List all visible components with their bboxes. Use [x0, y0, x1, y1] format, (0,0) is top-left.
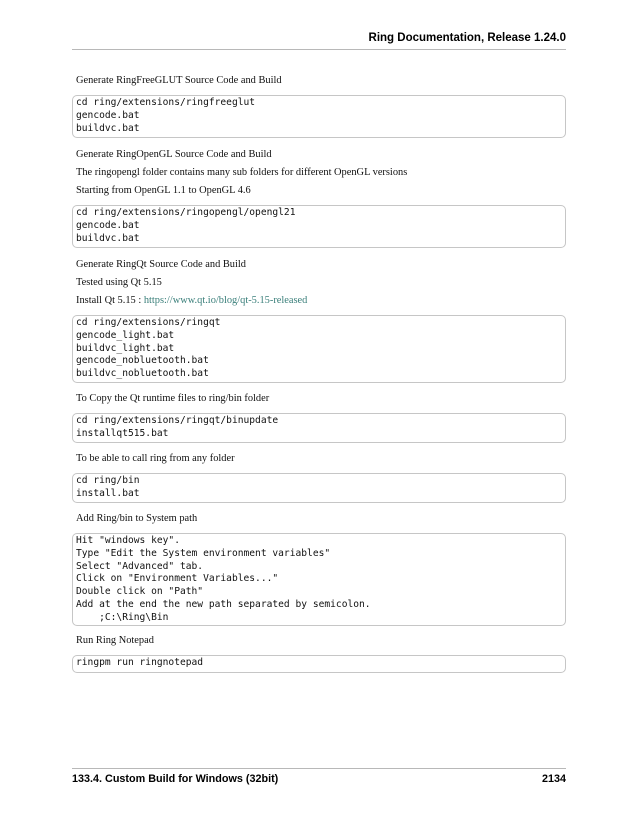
paragraph-opengl-versions: Starting from OpenGL 1.1 to OpenGL 4.6: [76, 185, 251, 196]
code-line: Double click on "Path": [76, 586, 204, 598]
paragraph-qt-runtime: To Copy the Qt runtime files to ring/bin folder: [76, 393, 270, 404]
install-qt-label: Install Qt 5.15 :: [76, 295, 144, 306]
running-header: Ring Documentation, Release 1.24.0: [368, 32, 566, 44]
paragraph-system-path: Add Ring/bin to System path: [76, 513, 198, 524]
paragraph-opengl-heading: Generate RingOpenGL Source Code and Build: [76, 149, 272, 160]
footer-section-title: 133.4. Custom Build for Windows (32bit): [72, 773, 279, 785]
paragraph-qt-tested: Tested using Qt 5.15: [76, 277, 162, 288]
code-line: cd ring/bin: [76, 475, 140, 486]
page-number: 2134: [541, 773, 566, 785]
code-line: Select "Advanced" tab.: [76, 560, 204, 572]
code-line: gencode_light.bat: [76, 329, 175, 341]
code-line: install.bat: [76, 487, 140, 499]
code-line: Add at the end the new path separated by semicolon.: [76, 598, 371, 610]
code-block-ringqt: [72, 315, 566, 383]
paragraph-ringqt-heading: Generate RingQt Source Code and Build: [76, 259, 246, 270]
code-block-install: [72, 473, 566, 503]
code-block-path-steps: [72, 533, 566, 626]
code-block-notepad: [72, 655, 566, 673]
code-line: buildvc_light.bat: [76, 342, 175, 354]
code-line: Hit "windows key".: [76, 535, 180, 546]
paragraph-run-notepad: Run Ring Notepad: [76, 635, 154, 646]
code-line: buildvc.bat: [76, 122, 140, 134]
paragraph-qt-install: [76, 295, 307, 306]
code-line: cd ring/extensions/ringqt/binupdate: [76, 415, 279, 426]
code-line: cd ring/extensions/ringqt: [76, 317, 221, 328]
code-line: gencode.bat: [76, 109, 140, 121]
header-divider: [72, 49, 566, 50]
code-line: buildvc.bat: [76, 232, 140, 244]
code-line: cd ring/extensions/ringfreeglut: [76, 97, 256, 108]
code-block-opengl: [72, 205, 566, 248]
paragraph-call-ring: To be able to call ring from any folder: [76, 453, 235, 464]
code-line: Type "Edit the System environment variables": [76, 547, 331, 559]
code-line: gencode_nobluetooth.bat: [76, 355, 209, 367]
code-line: installqt515.bat: [76, 427, 169, 439]
code-block-binupdate: [72, 413, 566, 443]
code-line: gencode.bat: [76, 219, 140, 231]
code-line: buildvc_nobluetooth.bat: [76, 368, 209, 380]
paragraph-opengl-folders: The ringopengl folder contains many sub folders for different OpenGL versions: [76, 167, 408, 178]
code-block-freeglut: [72, 95, 566, 138]
code-line: cd ring/extensions/ringopengl/opengl21: [76, 207, 296, 218]
code-line: Click on "Environment Variables...": [76, 573, 279, 585]
qt-release-link[interactable]: https://www.qt.io/blog/qt-5.15-released: [143, 295, 308, 306]
code-line: ringpm run ringnotepad: [76, 657, 204, 668]
paragraph-freeglut-heading: Generate RingFreeGLUT Source Code and Build: [76, 75, 282, 86]
footer-divider: [72, 768, 566, 769]
code-line: ;C:\Ring\Bin: [76, 611, 169, 623]
